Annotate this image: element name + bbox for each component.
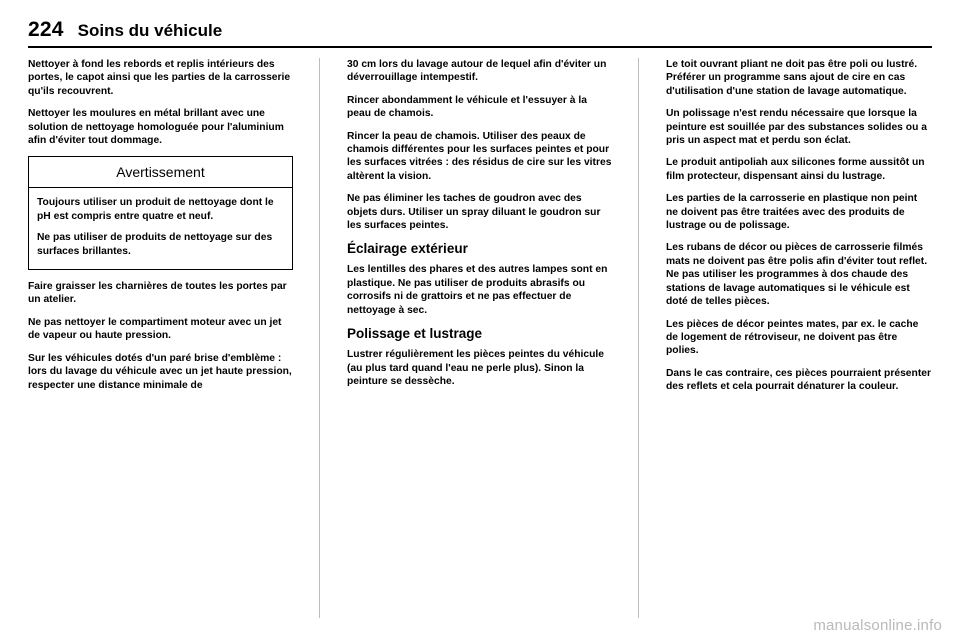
column-3 <box>666 58 931 618</box>
paragraph: Les parties de la carrosserie en plastique non peint ne doivent pas être traitées avec des produits de lustrage ou de polissage. <box>666 193 918 232</box>
warning-notice <box>28 156 293 270</box>
page-header <box>28 18 932 42</box>
paragraph: Nettoyer les moulures en métal brillant avec une solution de nettoyage homologuée pour l'aluminium afin d'éviter tout dommage. <box>28 108 284 147</box>
paragraph: Rincer abondamment le véhicule et l'essuyer à la peau de chamois. <box>347 94 587 120</box>
header-divider <box>28 46 932 48</box>
section-heading: Éclairage extérieur <box>347 241 468 257</box>
paragraph: Le toit ouvrant pliant ne doit pas être poli ou lustré. Préférer un programme sans ajout de cire en cas d'utilisation d'une station de lavage automatique. <box>666 59 918 97</box>
text-columns <box>28 58 932 618</box>
paragraph: Dans le cas contraire, ces pièces pourraient présenter des reflets et cela pourrait dénaturer la couleur. <box>666 367 931 393</box>
warning-notice-body <box>29 188 292 269</box>
paragraph: Faire graisser les charnières de toutes les portes par un atelier. <box>28 281 287 306</box>
paragraph: Ne pas utiliser de produits de nettoyage sur des surfaces brillantes. <box>37 232 273 257</box>
paragraph: Rincer la peau de chamois. Utiliser des peaux de chamois différentes pour les surfaces peintes et pour les surfaces vitrées : des résidus de cire sur les vitres altèrent la vision. <box>347 130 612 182</box>
column-divider-2 <box>612 58 666 618</box>
column-divider-1 <box>293 58 347 618</box>
chapter-title: Soins du véhicule <box>77 21 223 40</box>
paragraph: Le produit antipoliah aux silicones forme aussitôt un film protecteur, dispensant ainsi du lustrage. <box>666 157 925 182</box>
paragraph: Les rubans de décor ou pièces de carrosserie filmés mats ne doivent pas être polis afin d'éviter tout reflet. Ne pas utiliser les programmes à dos chaude des stations de lavage automatiques si le véhicule est doté de telles pièces. <box>666 242 928 308</box>
watermark: manualsonline.info <box>813 617 942 634</box>
paragraph: Ne pas éliminer les taches de goudron avec des objets durs. Utiliser un spray diluant le goudron sur les surfaces peintes. <box>347 193 601 232</box>
paragraph: Les lentilles des phares et des autres lampes sont en plastique. Ne pas utiliser de produits abrasifs ou corrosifs ni de grattoirs et ne pas effectuer de nettoyage à sec. <box>347 264 608 316</box>
paragraph: 30 cm lors du lavage autour de lequel afin d'éviter un déverrouillage intempestif. <box>347 59 607 84</box>
paragraph: Sur les véhicules dotés d'un paré brise d'emblème : lors du lavage du véhicule avec un jet haute pression, respecter une distance minimale de <box>28 352 292 391</box>
column-2 <box>347 58 612 618</box>
paragraph: Ne pas nettoyer le compartiment moteur avec un jet de vapeur ou haute pression. <box>28 316 282 342</box>
paragraph: Nettoyer à fond les rebords et replis intérieurs des portes, le capot ainsi que les parties de la carrosserie qu'ils recouvrent. <box>28 59 291 97</box>
paragraph: Lustrer régulièrement les pièces peintes du véhicule (au plus tard quand l'eau ne perle plus). Sinon la peinture se dessèche. <box>347 349 604 387</box>
paragraph: Les pièces de décor peintes mates, par ex. le cache de logement de rétroviseur, ne doivent pas être polies. <box>666 318 919 357</box>
section-heading: Polissage et lustrage <box>347 326 483 342</box>
column-1 <box>28 58 293 618</box>
page-number: 224 <box>28 18 64 41</box>
warning-notice-title: Avertissement <box>29 157 292 188</box>
paragraph: Toujours utiliser un produit de nettoyage dont le pH est compris entre quatre et neuf. <box>37 197 274 222</box>
paragraph: Un polissage n'est rendu nécessaire que lorsque la peinture est souillée par des substances solides ou a pris un aspect mat et perdu son éclat. <box>666 108 927 147</box>
